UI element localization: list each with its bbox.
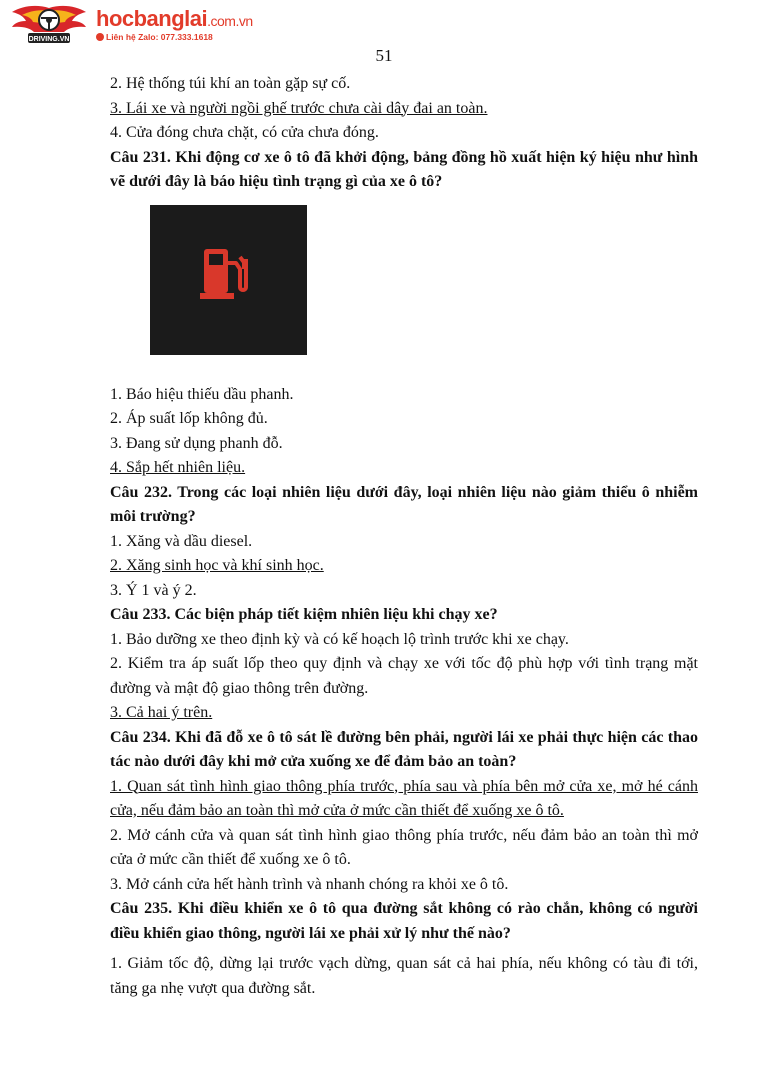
q231-option: 3. Đang sử dụng phanh đỗ.: [110, 434, 283, 452]
page-number: 51: [375, 46, 393, 65]
q234-option: 3. Mở cánh cửa hết hành trình và nhanh chóng ra khỏi xe ô tô.: [110, 875, 509, 893]
fuel-pump-warning-icon: [200, 245, 260, 303]
site-domain: [96, 6, 253, 32]
prev-option-correct: 3. Lái xe và người ngồi ghế trước chưa cài dây đai an toàn.: [110, 99, 488, 117]
q232-option: 1. Xăng và dầu diesel.: [110, 532, 253, 550]
q233-option-correct: 3. Cả hai ý trên.: [110, 704, 213, 721]
domain-tld: .com.vn: [207, 13, 253, 29]
logo-badge-text: DRIVING.VN: [28, 36, 70, 43]
contact-text: Liên hệ Zalo: 077.333.1618: [106, 32, 213, 42]
prev-option: 4. Cửa đóng chưa chặt, có cửa chưa đóng.: [110, 124, 379, 141]
question-233-title: Câu 233. Các biện pháp tiết kiệm nhiên liệu khi chạy xe?: [110, 606, 498, 623]
contact-dot-icon: [96, 33, 104, 41]
q232-option: 3. Ý 1 và ý 2.: [110, 581, 197, 599]
q232-option-correct: 2. Xăng sinh học và khí sinh học.: [110, 557, 324, 574]
contact-info: [96, 32, 213, 42]
site-logo: [10, 2, 253, 46]
question-235-title: Câu 235. Khi điều khiển xe ô tô qua đường sắt không có rào chắn, không có người điều khiển giao thông, người lái xe phải xử lý như thế nào?: [110, 900, 698, 942]
q231-option: 1. Báo hiệu thiếu dầu phanh.: [110, 385, 294, 403]
q231-option: 2. Áp suất lốp không đủ.: [110, 410, 268, 427]
question-231-title: Câu 231. Khi động cơ xe ô tô đã khởi động, bảng đồng hồ xuất hiện ký hiệu như hình vẽ dưới đây là báo hiệu tình trạng gì của xe ô tô?: [110, 148, 698, 190]
domain-main: hocbanglai: [96, 6, 208, 31]
question-232-title: Câu 232. Trong các loại nhiên liệu dưới đây, loại nhiên liệu nào giảm thiểu ô nhiễm môi trường?: [110, 483, 698, 525]
q233-option: 1. Bảo dưỡng xe theo định kỳ và có kế hoạch lộ trình trước khi xe chạy.: [110, 630, 569, 648]
driving-wings-logo-icon: [10, 2, 88, 46]
q234-option: 2. Mở cánh cửa và quan sát tình hình giao thông phía trước, nếu đảm bảo an toàn thì mở cửa ở mức cần thiết để xuống xe ô tô.: [110, 826, 698, 868]
q235-option: 1. Giảm tốc độ, dừng lại trước vạch dừng, quan sát cả hai phía, nếu không có tàu đi tới, tăng ga nhẹ vượt qua đường sắt.: [110, 955, 698, 997]
q234-option-correct: 1. Quan sát tình hình giao thông phía trước, phía sau và phía bên mở cửa xe, mở hé cánh cửa, nếu đảm bảo an toàn thì mở cửa ở mức cần thiết để xuống xe ô tô.: [110, 777, 698, 819]
q231-option-correct: 4. Sắp hết nhiên liệu.: [110, 459, 246, 476]
q233-option: 2. Kiểm tra áp suất lốp theo quy định và chạy xe với tốc độ phù hợp với tình trạng mặt đường và mật độ giao thông trên đường.: [110, 655, 698, 697]
dashboard-symbol-image: [150, 205, 307, 355]
question-234-title: Câu 234. Khi đã đỗ xe ô tô sát lề đường bên phải, người lái xe phải thực hiện các thao tác nào dưới đây khi mở cửa xuống xe để đảm bảo an toàn?: [110, 728, 698, 770]
page-content: [110, 72, 698, 1001]
prev-option: 2. Hệ thống túi khí an toàn gặp sự cố.: [110, 75, 351, 92]
